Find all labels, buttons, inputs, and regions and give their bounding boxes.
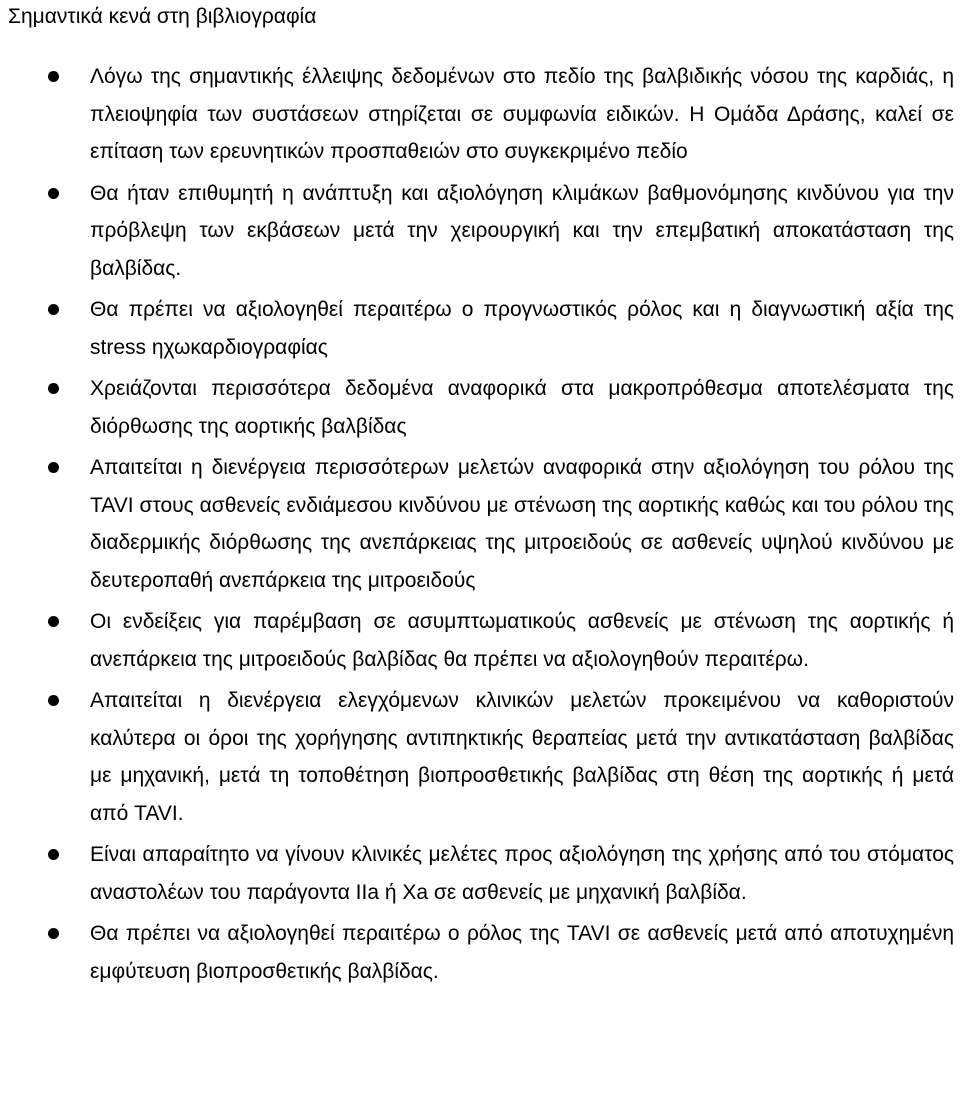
list-item (0, 175, 960, 288)
list-item-text: Λόγω της σημαντικής έλλειψης δεδομένων στο πεδίο της βαλβιδικής νόσου της καρδιάς, η πλειοψηφία των συστάσεων στηρίζεται σε συμφωνία ειδικών. Η Ομάδα Δράσης, καλεί σε επίταση των ερευνητικών προσπαθειών στο συγκεκριμένο πεδίο (90, 65, 954, 163)
list-item (0, 370, 960, 445)
list-item (0, 836, 960, 911)
bullet-icon (48, 849, 59, 860)
list-item-text: Θα ήταν επιθυμητή η ανάπτυξη και αξιολόγηση κλιμάκων βαθμονόμησης κινδύνου για την πρόβλεψη των εκβάσεων μετά την χειρουργική και την επεμβατική αποκατάσταση της βαλβίδας. (90, 181, 954, 280)
list-item (0, 603, 960, 678)
list-item-text: Απαιτείται η διενέργεια περισσότερων μελετών αναφορικά στην αξιολόγηση του ρόλου της TAVI στους ασθενείς ενδιάμεσου κινδύνου με στένωση της αορτικής καθώς και του ρόλου της διαδερμικής διόρθωσης της ανεπάρκειας της μιτροειδούς σε ασθενείς υψηλού κινδύνου με δευτεροπαθή ανεπάρκεια της μιτροειδούς (90, 456, 954, 592)
list-item-text: Οι ενδείξεις για παρέμβαση σε ασυμπτωματικούς ασθενείς με στένωση της αορτικής ή ανεπάρκεια της μιτροειδούς βαλβίδας θα πρέπει να αξιολογηθούν περαιτέρω. (90, 610, 954, 671)
list-item-text: Είναι απαραίτητο να γίνουν κλινικές μελέτες προς αξιολόγηση της χρήσης από του στόματος αναστολέων του παράγοντα IIa ή Xa σε ασθενείς με μηχανική βαλβίδα. (90, 843, 954, 904)
list-item-text: Χρειάζονται περισσότερα δεδομένα αναφορικά στα μακροπρόθεσμα αποτελέσματα της διόρθωσης της αορτικής βαλβίδας (90, 377, 954, 438)
bullet-icon (48, 616, 59, 627)
bullet-icon (48, 462, 59, 473)
bullet-icon (48, 71, 59, 82)
list-item (0, 915, 960, 990)
bullet-icon (48, 695, 59, 706)
list-item (0, 682, 960, 832)
list-item (0, 449, 960, 599)
research-gaps-list (0, 58, 960, 994)
bullet-icon (48, 928, 59, 939)
list-item (0, 291, 960, 366)
bullet-icon (48, 383, 59, 394)
page-title: Σημαντικά κενά στη βιβλιογραφία (8, 5, 317, 28)
list-item-text: Θα πρέπει να αξιολογηθεί περαιτέρω ο προγνωστικός ρόλος και η διαγνωστική αξία της stress ηχωκαρδιογραφίας (90, 298, 954, 359)
list-item-text: Απαιτείται η διενέργεια ελεγχόμενων κλινικών μελετών προκειμένου να καθοριστούν καλύτερα οι όροι της χορήγησης αντιπηκτικής θεραπείας μετά την αντικατάσταση βαλβίδας με μηχανική, μετά τη τοποθέτηση βιοπροσθετικής βαλβίδας στη θέση της αορτικής ή μετά από TAVI. (90, 689, 954, 825)
bullet-icon (48, 188, 59, 199)
bullet-icon (48, 304, 59, 315)
list-item (0, 58, 960, 171)
list-item-text: Θα πρέπει να αξιολογηθεί περαιτέρω ο ρόλος της TAVI σε ασθενείς μετά από αποτυχημένη εμφύτευση βιοπροσθετικής βαλβίδας. (90, 922, 954, 983)
